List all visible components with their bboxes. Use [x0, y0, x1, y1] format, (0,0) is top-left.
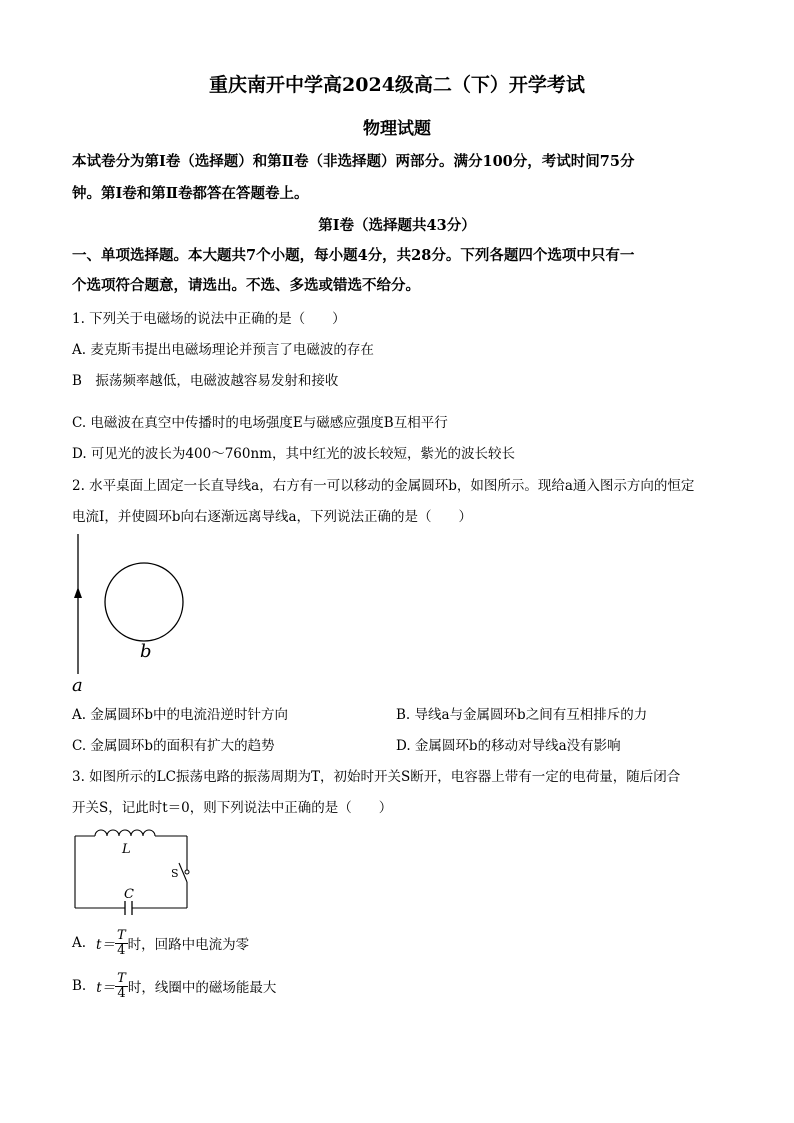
q3-option-a-text: 时，回路中电流为零	[127, 937, 250, 953]
part1-heading: 第Ⅰ卷（选择题共43分）	[318, 217, 476, 234]
intro-line-1: 本试卷分为第Ⅰ卷（选择题）和第Ⅱ卷（非选择题）两部分。满分100分，考试时间75分	[72, 153, 635, 170]
q2-option-a: A. 金属圆环b中的电流沿逆时针方向	[72, 707, 288, 723]
wire-ring-figure	[60, 528, 210, 698]
q3-option-b-text: 时，线圈中的磁场能最大	[127, 980, 277, 996]
lc-circuit-figure	[66, 826, 196, 918]
metal-ring-b	[105, 563, 183, 641]
label-capacitor-C: C	[124, 887, 134, 902]
section-heading-line-1: 一、单项选择题。本大题共7个小题，每小题4分，共28分。下列各题四个选项中只有一	[72, 247, 635, 264]
q3-stem-line-2: 开关S，记此时t＝0，则下列说法中正确的是（ ）	[72, 800, 393, 816]
q3-stem-line-1: 3. 如图所示的LC振荡电路的振荡周期为T，初始时开关S断开，电容器上带有一定的电荷量，随后闭合	[72, 769, 681, 785]
q1-option-c: C. 电磁波在真空中传播时的电场强度E与磁感应强度B互相平行	[72, 415, 448, 431]
fraction	[115, 929, 128, 958]
label-wire-a: a	[72, 675, 83, 696]
q3-option-b-prefix: B.	[72, 978, 87, 994]
q1-option-d: D. 可见光的波长为400～760nm，其中红光的波长较短，紫光的波长较长	[72, 446, 515, 462]
fraction-denominator: 4	[117, 942, 126, 958]
fraction	[115, 972, 128, 1001]
current-arrow-icon	[74, 587, 82, 598]
q1-option-a: A. 麦克斯韦提出电磁场理论并预言了电磁波的存在	[72, 342, 374, 358]
label-switch-S: S	[171, 867, 179, 880]
fraction-denominator: 4	[117, 985, 126, 1001]
q1-option-b: B 振荡频率越低，电磁波越容易发射和接收	[72, 373, 339, 389]
q2-stem-line-1: 2. 水平桌面上固定一长直导线a，右方有一可以移动的金属圆环b，如图所示。现给a通入图示方向的恒定	[72, 478, 695, 494]
switch-contact-icon	[185, 870, 189, 874]
fraction-numerator: T	[117, 970, 126, 986]
q3-option-b-var: t＝	[96, 980, 116, 996]
fraction-numerator: T	[116, 927, 126, 943]
exam-title: 重庆南开中学高2024级高二（下）开学考试	[209, 74, 585, 96]
intro-line-2: 钟。第Ⅰ卷和第Ⅱ卷都答在答题卷上。	[72, 185, 309, 202]
q3-option-a-var: t＝	[96, 937, 115, 953]
q2-option-c: C. 金属圆环b的面积有扩大的趋势	[72, 738, 275, 754]
inductor-coil-icon	[95, 830, 155, 836]
q2-option-d: D. 金属圆环b的移动对导线a没有影响	[396, 738, 621, 754]
q2-stem-line-2: 电流I，并使圆环b向右逐渐远离导线a，下列说法正确的是（ ）	[72, 509, 473, 525]
q1-stem: 1. 下列关于电磁场的说法中正确的是（ ）	[72, 311, 346, 327]
exam-subtitle: 物理试题	[363, 119, 431, 139]
q3-option-b	[72, 968, 276, 1004]
q2-option-b: B. 导线a与金属圆环b之间有互相排斥的力	[396, 707, 648, 723]
section-heading-line-2: 个选项符合题意，请选出。不选、多选或错选不给分。	[72, 277, 420, 294]
label-inductor-L: L	[122, 842, 131, 857]
q3-option-a-prefix: A.	[72, 935, 87, 951]
q3-option-a	[72, 925, 249, 961]
label-ring-b: b	[140, 641, 152, 662]
